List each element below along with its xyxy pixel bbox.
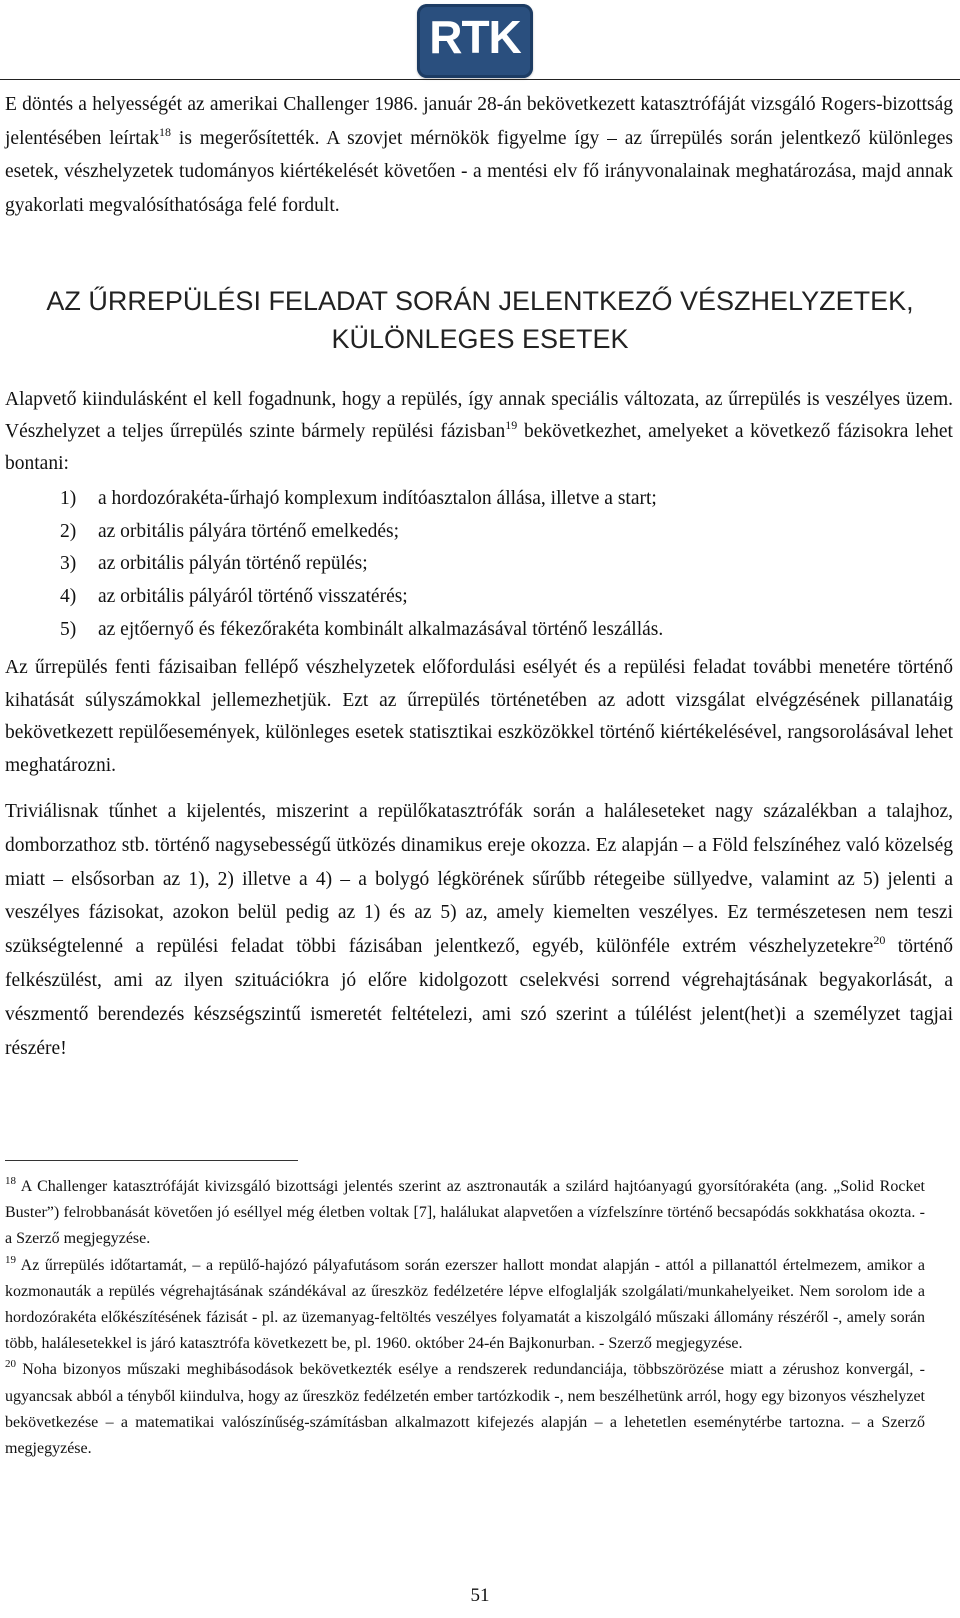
footnote-ref-19[interactable]: 19 (505, 418, 518, 432)
list-item-text: az orbitális pályán történő repülés; (98, 553, 368, 575)
section-heading (0, 282, 960, 358)
rtk-logo (417, 4, 533, 78)
footnote-18 (5, 1174, 925, 1253)
list-item (60, 614, 940, 647)
intro-text-part1: E döntés a helyességét az amerikai Challenger 1986. január 28-án bekövetkezett katasztrófáját vizsgáló Rogers-bizottság jelentésében leírtak (5, 94, 953, 149)
list-item-text: az orbitális pályára történő emelkedés; (98, 520, 400, 542)
paragraph-1-part1: Alapvető kiindulásként el kell fogadnunk, hogy a repülés, így annak speciális változata, az űrrepülés is veszélyes üzem. Vészhelyzet a teljes űrrepülés szinte bármely repülési fázisban (5, 389, 953, 442)
list-item-text: az ejtőernyő és fékezőrakéta kombinált alkalmazásával történő leszállás. (98, 618, 664, 640)
paragraph-1-part2: bekövetkezhet, amelyeket a következő fázisokra lehet bontani: (5, 421, 953, 474)
rtk-logo-text: RTK (429, 11, 521, 63)
list-item-number: 5) (60, 618, 77, 640)
footnote-text: Noha bizonyos műszaki meghibásodások bekövetkezték esélye a rendszerek redundanciája, többszörözése miatt a zérushoz konvergál, - ugyancsak abból a tényből kiindulva, hogy az űreszköz fedélzetén ember tartózkodik -, nem beszélhetünk arról, hogy egy bizonyos vészhelyzet bekövetkezése – a matematikai valószínűség-számításban alkalmazott kifejezés alapján – a lehetetlen eseménytérbe tartozna. – a Szerző megjegyzése. (5, 1361, 925, 1458)
list-item-text: a hordozórakéta-űrhajó komplexum indítóasztalon állása, illetve a start; (98, 488, 657, 509)
footnote-number: 18 (5, 1175, 16, 1187)
footnote-19 (5, 1253, 925, 1358)
list-item (60, 516, 940, 549)
footnote-number: 20 (5, 1358, 16, 1371)
list-item-text: az orbitális pályáról történő visszatérés; (98, 586, 408, 608)
footnotes (5, 1174, 925, 1462)
intro-paragraph (5, 88, 953, 222)
section-heading-line1: AZ ŰRREPÜLÉSI FELADAT SORÁN JELENTKEZŐ VÉSZHELYZETEK, (46, 286, 914, 316)
footnote-ref-18[interactable]: 18 (159, 124, 172, 139)
footnote-text: Az űrrepülés időtartamát, – a repülő-hajózó pályafutásom során ezerszer hallott mondat alapján - attól a pillanattól értelmezem, amikor a kozmonauták a repülés végrehajtásának szándékával az űreszköz fedélzetére lépve elfoglalják szolgálati/munkahelyeiket. Nem sorolom ide a hordozórakéta előkészítésének fázisát - pl. az üzemanyag-feltöltés veszélyes folyamatát a kiszolgáló műszaki állomány részéről -, amely során több, halálesetekkel is járó katasztrófa következett be, pl. 1960. október 24-én Bajkonurban. - Szerző megjegyzése. (5, 1256, 925, 1353)
intro-text-part2: is megerősítették. A szovjet mérnökök figyelme így – az űrrepülés során jelentkező különleges esetek, vészhelyzetek tudományos kiértékelését követően - a mentési elv fő irányvonalainak meghatározása, majd annak gyakorlati megvalósíthatósága felé fordult. (5, 127, 953, 216)
phase-list (60, 483, 940, 647)
header-rule (0, 79, 960, 80)
list-item-number: 3) (60, 553, 77, 575)
paragraph-3-part1: Triviálisnak tűnhet a kijelentés, miszerint a repülőkatasztrófák során a haláleseteket nagy százalékban a talajhoz, domborzathoz stb. történő nagysebességű ütközés dinamikus ereje okozza. Ez alapján – a Föld felszínéhez való közelség miatt – elsősorban az 1), 2) illetve a 4) – a bolygó légkörének sűrűbb rétegeibe süllyedve, valamint az 5) jelenti a veszélyes fázisokat, azokon belül pedig az 1) és az 5) az, amely kiemelten veszélyes. Ez természetesen nem teszi szükségtelenné a repülési feladat többi fázisában jelentkező, egyéb, különféle extrém vészhelyzetekre (5, 801, 953, 958)
paragraph-3-part2: történő felkészülést, ami az ilyen szituációkra jó előre kidolgozott cselekvési sorrend végrehajtásának begyakorlását, a vészmentő berendezés készségszintű ismeretét feltételezi, ami szó szerint a túlélést jelent(het)i a személyzet tagjai részére! (5, 936, 954, 1059)
paragraph-1 (5, 384, 953, 480)
paragraph-3 (5, 795, 953, 1065)
list-item-number: 1) (60, 488, 77, 509)
footnote-20 (5, 1357, 925, 1462)
list-item-number: 4) (60, 586, 77, 608)
list-item (60, 548, 940, 581)
paragraph-2: Az űrrepülés fenti fázisaiban fellépő vészhelyzetek előfordulási esélyét és a repülési feladat további menetére történő kihatását súlyszámokkal jellemezhetjük. Ezt az űrrepülés történetében az adott vizsgálat elvégzésének pillanatáig bekövetkezett repülőesemények, különleges esetek statisztikai eszközökkel történő kiértékelésével, rangsorolásával lehet meghatározni. (5, 657, 953, 776)
footnote-separator (5, 1160, 298, 1161)
list-item-number: 2) (60, 520, 77, 542)
page-number: 51 (470, 1585, 490, 1606)
section-heading-line2: KÜLÖNLEGES ESETEK (331, 324, 629, 354)
list-item (60, 581, 940, 614)
footnote-text: A Challenger katasztrófáját kivizsgáló bizottsági jelentés szerint az asztronauták a szilárd hajtóanyagú gyorsítórakéta (ang. „Solid Rocket Buster”) felrobbanását követően jó eséllyel még életben voltak [7], halálukat alapvetően a vízfelszínre történő becsapódás sokkhatása okozta. - a Szerző megjegyzése. (5, 1178, 925, 1248)
footnote-ref-20[interactable]: 20 (873, 933, 886, 948)
list-item (60, 483, 940, 516)
footnote-number: 19 (5, 1253, 16, 1266)
